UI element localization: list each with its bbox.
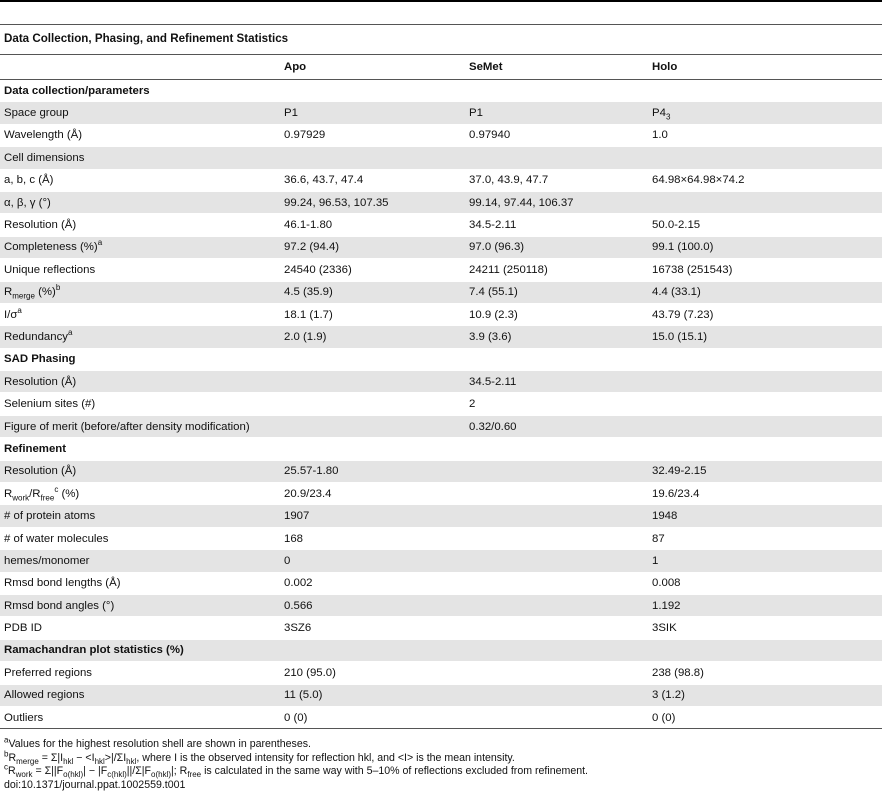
table-row (0, 617, 882, 639)
header-semet: SeMet (465, 55, 648, 80)
top-border (0, 0, 882, 2)
table-row (0, 527, 882, 549)
table-row (0, 147, 882, 169)
table-row (0, 326, 882, 348)
table-row (0, 483, 882, 505)
cell-semet (465, 706, 648, 728)
table-row (0, 281, 882, 303)
section-sad-phasing (0, 348, 882, 370)
cell-holo (648, 393, 882, 415)
row-label: Preferred regions (0, 662, 280, 684)
cell-apo: 0.002 (280, 572, 465, 594)
cell-holo: 32.49-2.15 (648, 460, 882, 482)
row-label: Rmsd bond lengths (Å) (0, 572, 280, 594)
cell-apo: 168 (280, 527, 465, 549)
statistics-table (0, 54, 882, 729)
cell-semet: 97.0 (96.3) (465, 236, 648, 258)
table-row (0, 460, 882, 482)
cell-apo (280, 393, 465, 415)
cell-semet (465, 684, 648, 706)
table-row (0, 594, 882, 616)
cell-apo: 0.97929 (280, 124, 465, 146)
footnotes (4, 735, 588, 792)
cell-holo: 16738 (251543) (648, 259, 882, 281)
row-label: Completeness (%)$^a$ (0, 236, 280, 258)
table-row (0, 214, 882, 236)
cell-semet: 10.9 (2.3) (465, 303, 648, 325)
section-label: Refinement (0, 438, 882, 460)
table-caption: Data Collection, Phasing, and Refinement Statistics (4, 32, 289, 45)
table-row (0, 415, 882, 437)
cell-holo: 1.192 (648, 594, 882, 616)
row-label: Resolution (Å) (0, 371, 280, 393)
cell-semet (465, 572, 648, 594)
cell-apo: 1907 (280, 505, 465, 527)
cell-holo: 19.6/23.4 (648, 483, 882, 505)
cell-holo: 3SIK (648, 617, 882, 639)
cell-holo: 3 (1.2) (648, 684, 882, 706)
cell-semet (465, 505, 648, 527)
row-label: a, b, c (Å) (0, 169, 280, 191)
cell-apo: 18.1 (1.7) (280, 303, 465, 325)
cell-apo: 0 (0) (280, 706, 465, 728)
cell-apo: P1 (280, 102, 465, 124)
cell-semet: 37.0, 43.9, 47.7 (465, 169, 648, 191)
row-label: Cell dimensions (0, 147, 882, 169)
header-holo: Holo (648, 55, 882, 80)
cell-semet: 0.97940 (465, 124, 648, 146)
cell-apo (280, 371, 465, 393)
cell-holo: 50.0-2.15 (648, 214, 882, 236)
cell-holo: 4.4 (33.1) (648, 281, 882, 303)
footnote-a: $^a$Values for the highest resolution shell are shown in parentheses. (4, 735, 311, 750)
cell-holo: 15.0 (15.1) (648, 326, 882, 348)
cell-apo: 0.566 (280, 594, 465, 616)
cell-semet (465, 617, 648, 639)
table-row (0, 169, 882, 191)
cell-semet: 7.4 (55.1) (465, 281, 648, 303)
row-label: # of water molecules (0, 527, 280, 549)
cell-apo: 2.0 (1.9) (280, 326, 465, 348)
row-label: PDB ID (0, 617, 280, 639)
cell-semet: 0.32/0.60 (465, 415, 648, 437)
cell-apo: 25.57-1.80 (280, 460, 465, 482)
table-row (0, 303, 882, 325)
header-label (0, 55, 280, 80)
cell-apo: 3SZ6 (280, 617, 465, 639)
header-apo: Apo (280, 55, 465, 80)
cell-apo: 4.5 (35.9) (280, 281, 465, 303)
cell-apo: 0 (280, 550, 465, 572)
row-label: Wavelength (Å) (0, 124, 280, 146)
cell-semet (465, 550, 648, 572)
cell-apo: 11 (5.0) (280, 684, 465, 706)
section-data-collection (0, 80, 882, 102)
section-refinement (0, 438, 882, 460)
cell-apo: 99.24, 96.53, 107.35 (280, 191, 465, 213)
table-row (0, 191, 882, 213)
row-label: Allowed regions (0, 684, 280, 706)
table-row (0, 706, 882, 728)
cell-holo: 1 (648, 550, 882, 572)
caption-rule (0, 24, 882, 25)
cell-apo: 46.1-1.80 (280, 214, 465, 236)
cell-semet (465, 662, 648, 684)
cell-apo: 36.6, 43.7, 47.4 (280, 169, 465, 191)
table-row (0, 572, 882, 594)
cell-holo: 99.1 (100.0) (648, 236, 882, 258)
cell-holo: $P4_3$ (648, 102, 882, 124)
table-row (0, 550, 882, 572)
row-label: Unique reflections (0, 259, 280, 281)
cell-holo (648, 191, 882, 213)
cell-semet: 34.5-2.11 (465, 371, 648, 393)
cell-semet: P1 (465, 102, 648, 124)
cell-semet: 24211 (250118) (465, 259, 648, 281)
cell-holo: 1948 (648, 505, 882, 527)
cell-apo: 20.9/23.4 (280, 483, 465, 505)
footnote-c: $^cR_{work} = \Sigma||F_{o(hkl)}| - |F_{c(hkl)}||/\Sigma|F_{o(hkl)}|$; $R_{free}$ is calculated in the same way with 5–10% of reflections excluded from refinement. (4, 762, 588, 780)
cell-holo: 43.79 (7.23) (648, 303, 882, 325)
row-label: Rmsd bond angles (°) (0, 594, 280, 616)
cell-semet (465, 460, 648, 482)
table-row (0, 684, 882, 706)
row-label: $I/\sigma^a$ (0, 303, 280, 325)
table-header-row (0, 55, 882, 80)
cell-semet: 34.5-2.11 (465, 214, 648, 236)
row-label: hemes/monomer (0, 550, 280, 572)
table-row (0, 236, 882, 258)
cell-holo: 1.0 (648, 124, 882, 146)
row-label: Space group (0, 102, 280, 124)
row-label: Outliers (0, 706, 280, 728)
cell-semet (465, 527, 648, 549)
footnote-b: $^bR_{merge} = \Sigma|I_{hkl} - <I_{hkl}>|/\Sigma I_{hkl}$, where I is the observed intensity for reflection hkl, and <I> is the mean intensity. (4, 749, 515, 766)
cell-holo: 0 (0) (648, 706, 882, 728)
row-label: Selenium sites (#) (0, 393, 280, 415)
section-label: SAD Phasing (0, 348, 882, 370)
cell-semet (465, 483, 648, 505)
section-label: Data collection/parameters (0, 80, 882, 102)
table-row (0, 124, 882, 146)
table-row (0, 505, 882, 527)
row-label: Resolution (Å) (0, 460, 280, 482)
cell-semet: 99.14, 97.44, 106.37 (465, 191, 648, 213)
cell-semet: 2 (465, 393, 648, 415)
row-label: Resolution (Å) (0, 214, 280, 236)
table-row (0, 259, 882, 281)
cell-holo (648, 415, 882, 437)
row-label: # of protein atoms (0, 505, 280, 527)
doi-link[interactable]: doi:10.1371/journal.ppat.1002559.t001 (4, 778, 186, 791)
table-row (0, 393, 882, 415)
cell-holo (648, 371, 882, 393)
row-label: Figure of merit (before/after density modification) (0, 415, 465, 437)
row-label: α, β, γ (°) (0, 191, 280, 213)
cell-holo: 64.98×64.98×74.2 (648, 169, 882, 191)
cell-holo: 0.008 (648, 572, 882, 594)
row-label: Redundancy$^a$ (0, 326, 280, 348)
cell-holo: 238 (98.8) (648, 662, 882, 684)
section-label: Ramachandran plot statistics (%) (0, 639, 882, 661)
cell-apo: 210 (95.0) (280, 662, 465, 684)
row-label: $R_{merge}$ (%)$^b$ (0, 281, 280, 303)
cell-semet: 3.9 (3.6) (465, 326, 648, 348)
cell-apo: 24540 (2336) (280, 259, 465, 281)
table-row (0, 102, 882, 124)
row-label: $R_{work}/R_{free}^c$ (%) (0, 483, 280, 505)
cell-semet (465, 594, 648, 616)
cell-apo: 97.2 (94.4) (280, 236, 465, 258)
cell-holo: 87 (648, 527, 882, 549)
table-row (0, 662, 882, 684)
table-row (0, 371, 882, 393)
section-ramachandran (0, 639, 882, 661)
